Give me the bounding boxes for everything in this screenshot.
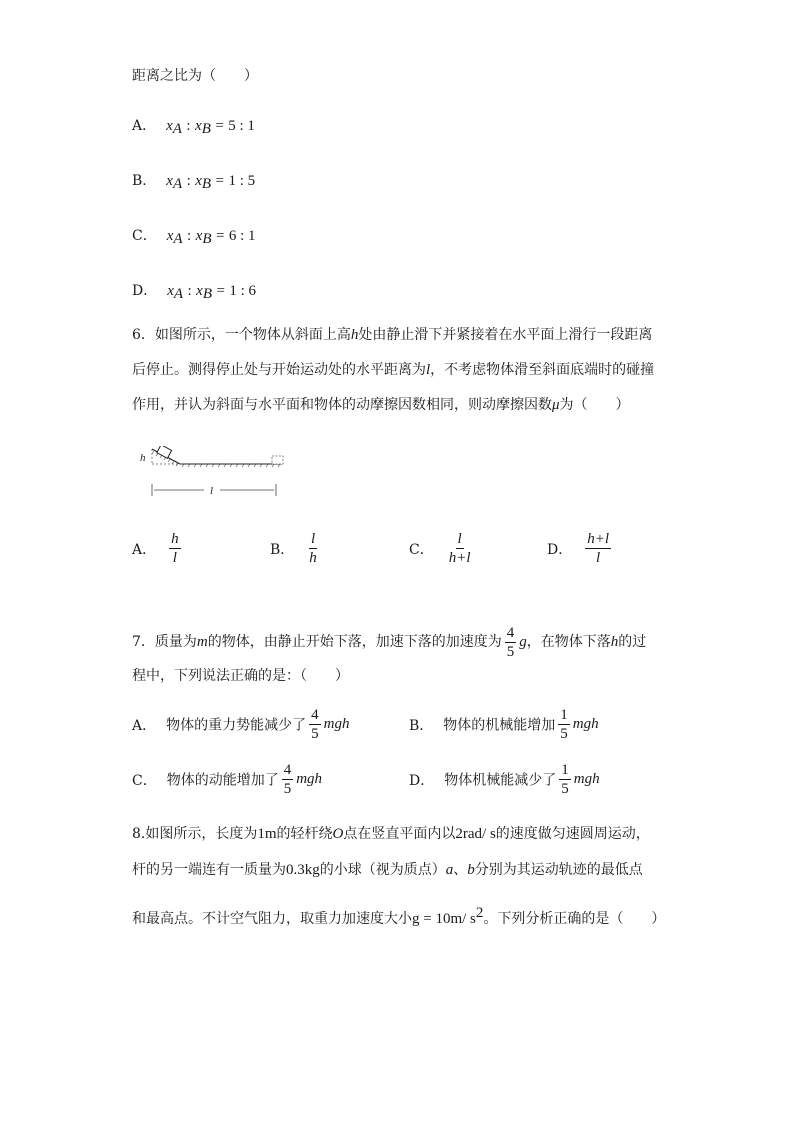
- fraction: [559, 761, 571, 798]
- numerator: 4: [506, 624, 515, 641]
- var-h: h: [610, 634, 619, 650]
- eq: =: [215, 173, 224, 189]
- ratio: 6 : 1: [228, 228, 256, 244]
- ratio: 1 : 5: [228, 173, 256, 189]
- q6-stem-line3: [132, 395, 630, 415]
- distance-label: l: [210, 485, 214, 497]
- fraction: [309, 706, 321, 743]
- var: x: [166, 228, 174, 244]
- q7-option-b[interactable]: [409, 706, 599, 743]
- ratio: 5 : 1: [228, 118, 255, 134]
- var: x: [195, 118, 202, 134]
- text: 分别为其运动轨迹的最低点: [474, 862, 643, 878]
- text: 的物体，由静止开始下落，加速下落的加速度为: [207, 634, 502, 650]
- q6-option-a[interactable]: [132, 530, 184, 567]
- height-label: h: [140, 452, 146, 464]
- eq: =: [216, 283, 225, 299]
- text: 的速度做匀速圆周运动，: [495, 826, 650, 842]
- option-text: 物体机械能减少了: [444, 772, 557, 789]
- fraction: [585, 530, 611, 567]
- option-label: D．: [547, 541, 573, 558]
- text: 7．质量为: [132, 634, 197, 650]
- sub: A: [172, 176, 183, 192]
- text: 的过: [618, 634, 647, 650]
- q6-option-c[interactable]: [409, 530, 476, 567]
- fraction: [169, 530, 181, 567]
- option-label: A．: [132, 717, 157, 734]
- fraction: [282, 761, 294, 798]
- gravity-expr: g = 10m/ s: [412, 911, 476, 927]
- length-value: 1m: [257, 826, 277, 842]
- var: x: [166, 118, 173, 134]
- sep: :: [186, 173, 191, 189]
- fraction: [447, 530, 473, 567]
- sub: A: [172, 121, 182, 137]
- text: 的轻杆绕: [276, 826, 333, 842]
- expr: mgh: [573, 771, 600, 787]
- option-text: 物体的机械能增加: [443, 717, 556, 734]
- text: 。下列分析正确的是（ ）: [483, 911, 666, 927]
- eq: =: [215, 228, 225, 244]
- var-h: h: [350, 327, 359, 343]
- var: x: [196, 283, 203, 299]
- denominator: 5: [561, 781, 569, 797]
- option-label: D．: [132, 283, 158, 299]
- numerator: 1: [561, 762, 569, 778]
- var-g: g: [519, 634, 527, 650]
- text: ，在物体下落: [526, 634, 611, 650]
- q5-option-a[interactable]: [132, 116, 255, 139]
- text: 和最高点。不计空气阻力，取重力加速度大小: [132, 911, 412, 927]
- text: 、: [453, 862, 468, 878]
- sep: :: [187, 228, 192, 244]
- denominator: 5: [560, 726, 568, 742]
- q7-option-a[interactable]: [132, 706, 349, 743]
- expr: mgh: [296, 771, 323, 787]
- text: 为（ ）: [559, 397, 630, 413]
- var-a: a: [445, 862, 454, 878]
- denominator: l: [596, 550, 601, 566]
- denominator: 5: [506, 643, 515, 660]
- sep: :: [187, 283, 192, 299]
- option-label: B．: [270, 541, 295, 558]
- eq: =: [215, 118, 224, 134]
- var-l: l: [426, 362, 431, 378]
- numerator: h: [171, 531, 179, 547]
- sep: :: [186, 118, 191, 134]
- denominator: h: [309, 550, 317, 566]
- numerator: 4: [283, 762, 292, 778]
- q6-stem-line2: [132, 360, 654, 380]
- var: x: [167, 283, 174, 299]
- sub: A: [173, 231, 183, 247]
- var-o: O: [332, 826, 344, 842]
- q7-stem-line1: [132, 620, 646, 664]
- var: x: [195, 173, 202, 189]
- acceleration-fraction: [505, 624, 517, 661]
- fraction: [558, 706, 570, 743]
- q8-stem-line1: [132, 824, 650, 844]
- gravity-exponent: 2: [475, 905, 484, 921]
- q5-option-c[interactable]: [132, 226, 256, 249]
- denominator: 5: [283, 781, 292, 797]
- text: 的小球（视为质点）: [319, 862, 446, 878]
- text: 后停止。测得停止处与开始运动处的水平距离为: [132, 362, 426, 378]
- q6-option-d[interactable]: [547, 530, 614, 567]
- option-label: C．: [132, 772, 157, 789]
- option-label: B．: [132, 173, 157, 189]
- text: 点在竖直平面内以: [343, 826, 456, 842]
- var-b: b: [467, 862, 475, 878]
- expr: mgh: [572, 716, 599, 732]
- sub: B: [202, 231, 212, 247]
- q5-option-b[interactable]: [132, 171, 255, 194]
- angular-velocity: 2rad/ s: [455, 826, 496, 842]
- var-m: m: [196, 634, 208, 650]
- ratio: 1 : 6: [229, 283, 257, 299]
- text: 作用，并认为斜面与水平面和物体的动摩擦因数相同，则动摩擦因数: [132, 397, 552, 413]
- text: 杆的另一端连有一质量为: [132, 862, 286, 878]
- sub: B: [201, 176, 212, 192]
- denominator: l: [172, 550, 177, 566]
- numerator: 4: [311, 707, 319, 723]
- numerator: l: [457, 531, 462, 547]
- numerator: h+l: [587, 531, 610, 547]
- q8-stem-line2: [132, 860, 643, 880]
- numerator: 1: [560, 707, 568, 723]
- q5-stem-tail: 距离之比为（ ）: [132, 68, 258, 84]
- expr: mgh: [323, 716, 350, 732]
- text: 8.如图所示，长度为: [132, 826, 258, 842]
- sub: B: [201, 121, 211, 137]
- q6-option-b[interactable]: [270, 530, 322, 567]
- text: ，不考虑物体滑至斜面底端时的碰撞: [430, 362, 655, 378]
- option-label: C．: [409, 541, 434, 558]
- q8-stem-line3: [132, 903, 665, 929]
- q7-option-c[interactable]: [132, 761, 322, 798]
- mass-value: 0.3kg: [286, 862, 320, 878]
- block-end: [272, 456, 283, 464]
- q6-figure: [136, 446, 296, 502]
- denominator: 5: [311, 726, 319, 742]
- option-label: C．: [132, 228, 157, 244]
- var: x: [166, 173, 173, 189]
- sub: B: [202, 286, 212, 302]
- q6-stem-line1: [132, 325, 652, 345]
- q5-option-d[interactable]: [132, 281, 256, 304]
- var-mu: μ: [552, 397, 560, 413]
- option-text: 物体的动能增加了: [166, 772, 279, 789]
- option-label: B．: [409, 717, 434, 734]
- numerator: l: [310, 531, 316, 547]
- block-start: [157, 446, 172, 458]
- option-label: A．: [132, 118, 157, 134]
- sub: A: [173, 286, 184, 302]
- text: 处由静止滑下并紧接着在水平面上滑行一段距离: [358, 327, 653, 343]
- var: x: [195, 228, 203, 244]
- text: 6．如图所示，一个物体从斜面上高: [132, 327, 351, 343]
- option-label: D．: [409, 772, 435, 789]
- option-text: 物体的重力势能减少了: [166, 717, 307, 734]
- fraction: [307, 530, 319, 567]
- q7-stem-line2: 程中，下列说法正确的是：（ ）: [132, 668, 349, 684]
- q7-option-d[interactable]: [409, 761, 600, 798]
- option-label: A．: [132, 541, 157, 558]
- denominator: h+l: [448, 550, 471, 566]
